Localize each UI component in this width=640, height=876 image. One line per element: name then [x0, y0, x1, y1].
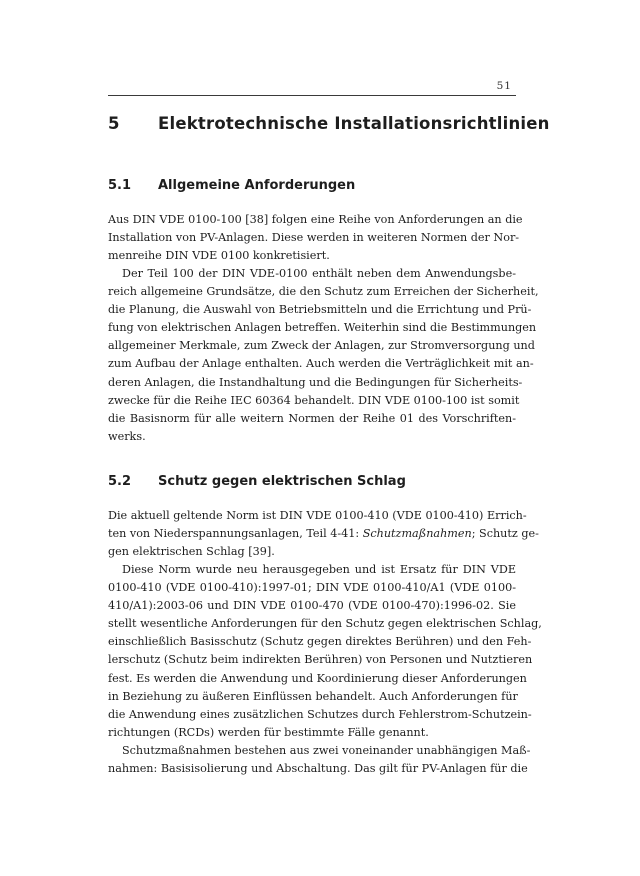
text-line: in Beziehung zu äußeren Einflüssen behandelt. Auch Anforderungen für [108, 689, 518, 703]
text-line: zum Aufbau der Anlage enthalten. Auch werden die Verträglichkeit mit an- [108, 357, 534, 371]
section-heading-5-1 [108, 178, 355, 193]
text-line: Die aktuell geltende Norm ist DIN VDE 0100-410 (VDE 0100-410) Errich- [108, 509, 527, 522]
text-line: menreihe DIN VDE 0100 konkretisiert. [108, 249, 330, 263]
chapter-number: 5 [108, 114, 120, 133]
text-line: fest. Es werden die Anwendung und Koordinierung dieser Anforderungen [108, 671, 527, 685]
text-line: die Basisnorm für alle weitern Normen der Reihe 01 des Vorschriften- [108, 411, 516, 425]
text-line: die Planung, die Auswahl von Betriebsmitteln und die Errichtung und Prü- [108, 303, 532, 317]
section-5-1-paragraph-1 [108, 211, 523, 265]
text-line: die Anwendung eines zusätzlichen Schutzes durch Fehlerstrom-Schutzein- [108, 707, 532, 721]
text-line: nahmen: Basisisolierung und Abschaltung. Das gilt für PV-Anlagen für die [108, 762, 528, 776]
section-title: Schutz gegen elektrischen Schlag [158, 474, 406, 489]
page-number: 51 [496, 80, 512, 92]
text-line: 0100-410 (VDE 0100-410):1997-01; DIN VDE 0100-410/A1 (VDE 0100- [108, 581, 516, 595]
section-5-1-paragraph-2 [108, 265, 539, 446]
section-title: Allgemeine Anforderungen [158, 178, 356, 193]
text-line: einschließlich Basisschutz (Schutz gegen direktes Berühren) und den Feh- [108, 635, 532, 649]
text-line: gen elektrischen Schlag [39]. [108, 545, 275, 559]
text-line: Installation von PV-Anlagen. Diese werden in weiteren Normen der Nor- [108, 231, 520, 245]
text-line: reich allgemeine Grundsätze, die den Schutz zum Erreichen der Sicherheit, [108, 285, 539, 299]
text-line: stellt wesentliche Anforderungen für den Schutz gegen elektrischen Schlag, [108, 617, 542, 631]
chapter-heading [108, 114, 550, 133]
text-line: richtungen (RCDs) werden für bestimmte Fälle genannt. [108, 725, 429, 739]
section-5-2-paragraph-1 [108, 507, 539, 561]
text-fragment: ten von Niederspannungsanlagen, Teil 4-41: [108, 527, 363, 541]
section-number: 5.2 [108, 474, 132, 489]
section-number: 5.1 [108, 178, 132, 193]
text-line: Aus DIN VDE 0100-100 [38] folgen eine Reihe von Anforderungen an die [108, 213, 523, 226]
text-fragment: ; Schutz ge- [471, 527, 539, 541]
emphasized-term: Schutzmaßnahmen [362, 527, 472, 541]
text-line: Diese Norm wurde neu herausgegeben und ist Ersatz für DIN VDE [122, 563, 516, 576]
text-line [108, 525, 539, 543]
text-line: 410/A1):2003-06 und DIN VDE 0100-470 (VDE 0100-470):1996-02. Sie [108, 599, 516, 613]
section-5-2-paragraph-3 [108, 742, 531, 778]
chapter-title: Elektrotechnische Installationsrichtlinien [158, 114, 550, 133]
text-line: fung von elektrischen Anlagen betreffen. Weiterhin sind die Bestimmungen [108, 321, 537, 335]
running-header [108, 80, 516, 96]
text-line: Der Teil 100 der DIN VDE-0100 enthält neben dem Anwendungsbe- [122, 267, 516, 280]
text-line: lerschutz (Schutz beim indirekten Berühren) von Personen und Nutztieren [108, 653, 533, 667]
text-line: zwecke für die Reihe IEC 60364 behandelt. DIN VDE 0100-100 ist somit [108, 393, 520, 407]
section-5-2-paragraph-2 [108, 561, 542, 742]
text-line: Schutzmaßnahmen bestehen aus zwei voneinander unabhängigen Maß- [122, 744, 531, 757]
text-line: deren Anlagen, die Instandhaltung und die Bedingungen für Sicherheits- [108, 375, 523, 389]
text-line: werks. [108, 429, 146, 443]
text-line: allgemeiner Merkmale, zum Zweck der Anlagen, zur Stromversorgung und [108, 339, 535, 353]
section-heading-5-2 [108, 474, 406, 489]
